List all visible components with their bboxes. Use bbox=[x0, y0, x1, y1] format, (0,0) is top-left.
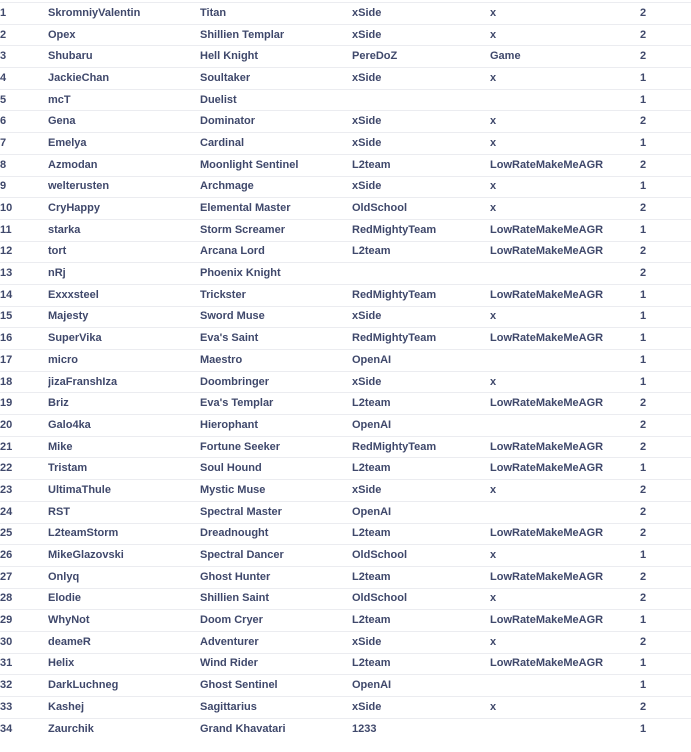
player-name-cell: SkromniyValentin bbox=[48, 3, 200, 25]
count-cell: 1 bbox=[640, 328, 691, 350]
alliance-cell: x bbox=[490, 24, 640, 46]
count-cell: 2 bbox=[640, 523, 691, 545]
table-row bbox=[0, 3, 691, 25]
rank-cell: 26 bbox=[0, 545, 48, 567]
alliance-cell: LowRateMakeMeAGR bbox=[490, 284, 640, 306]
rank-cell: 5 bbox=[0, 89, 48, 111]
rank-cell: 11 bbox=[0, 219, 48, 241]
class-cell: Phoenix Knight bbox=[200, 263, 352, 285]
count-cell: 2 bbox=[640, 697, 691, 719]
class-cell: Hierophant bbox=[200, 415, 352, 437]
table-row bbox=[0, 501, 691, 523]
player-name-cell: CryHappy bbox=[48, 198, 200, 220]
table-row bbox=[0, 133, 691, 155]
table-row bbox=[0, 350, 691, 372]
alliance-cell: x bbox=[490, 306, 640, 328]
rank-cell: 30 bbox=[0, 631, 48, 653]
player-name-cell: SuperVika bbox=[48, 328, 200, 350]
class-cell: Shillien Saint bbox=[200, 588, 352, 610]
alliance-cell: LowRateMakeMeAGR bbox=[490, 241, 640, 263]
table-row bbox=[0, 111, 691, 133]
alliance-cell: LowRateMakeMeAGR bbox=[490, 458, 640, 480]
rank-cell: 12 bbox=[0, 241, 48, 263]
alliance-cell: x bbox=[490, 68, 640, 90]
class-cell: Sword Muse bbox=[200, 306, 352, 328]
alliance-cell: LowRateMakeMeAGR bbox=[490, 610, 640, 632]
clan-cell: L2team bbox=[352, 154, 490, 176]
count-cell: 1 bbox=[640, 545, 691, 567]
class-cell: Arcana Lord bbox=[200, 241, 352, 263]
count-cell: 1 bbox=[640, 610, 691, 632]
count-cell: 1 bbox=[640, 306, 691, 328]
player-name-cell: Tristam bbox=[48, 458, 200, 480]
clan-cell: xSide bbox=[352, 111, 490, 133]
table-row bbox=[0, 436, 691, 458]
table-row bbox=[0, 631, 691, 653]
count-cell: 2 bbox=[640, 393, 691, 415]
player-ranking-panel bbox=[0, 2, 691, 739]
count-cell: 2 bbox=[640, 3, 691, 25]
player-name-cell: DarkLuchneg bbox=[48, 675, 200, 697]
player-name-cell: Azmodan bbox=[48, 154, 200, 176]
clan-cell: OldSchool bbox=[352, 198, 490, 220]
table-row bbox=[0, 415, 691, 437]
count-cell: 1 bbox=[640, 219, 691, 241]
rank-cell: 8 bbox=[0, 154, 48, 176]
table-row bbox=[0, 306, 691, 328]
class-cell: Elemental Master bbox=[200, 198, 352, 220]
count-cell: 2 bbox=[640, 241, 691, 263]
alliance-cell: x bbox=[490, 631, 640, 653]
clan-cell: OpenAI bbox=[352, 501, 490, 523]
player-name-cell: Kashej bbox=[48, 697, 200, 719]
player-name-cell: deameR bbox=[48, 631, 200, 653]
clan-cell: RedMightyTeam bbox=[352, 284, 490, 306]
clan-cell: OpenAI bbox=[352, 415, 490, 437]
rank-cell: 17 bbox=[0, 350, 48, 372]
table-row bbox=[0, 176, 691, 198]
class-cell: Spectral Master bbox=[200, 501, 352, 523]
player-name-cell: Galo4ka bbox=[48, 415, 200, 437]
class-cell: Titan bbox=[200, 3, 352, 25]
alliance-cell bbox=[490, 675, 640, 697]
table-row bbox=[0, 154, 691, 176]
rank-cell: 13 bbox=[0, 263, 48, 285]
player-name-cell: Majesty bbox=[48, 306, 200, 328]
table-row bbox=[0, 219, 691, 241]
player-name-cell: Helix bbox=[48, 653, 200, 675]
count-cell: 1 bbox=[640, 458, 691, 480]
clan-cell: RedMightyTeam bbox=[352, 328, 490, 350]
clan-cell: xSide bbox=[352, 24, 490, 46]
class-cell: Mystic Muse bbox=[200, 480, 352, 502]
class-cell: Duelist bbox=[200, 89, 352, 111]
alliance-cell: x bbox=[490, 371, 640, 393]
clan-cell: L2team bbox=[352, 241, 490, 263]
count-cell: 2 bbox=[640, 24, 691, 46]
table-row bbox=[0, 24, 691, 46]
rank-cell: 33 bbox=[0, 697, 48, 719]
player-name-cell: UltimaThule bbox=[48, 480, 200, 502]
rank-cell: 20 bbox=[0, 415, 48, 437]
table-row bbox=[0, 610, 691, 632]
class-cell: Fortune Seeker bbox=[200, 436, 352, 458]
count-cell: 1 bbox=[640, 133, 691, 155]
table-row bbox=[0, 523, 691, 545]
class-cell: Doom Cryer bbox=[200, 610, 352, 632]
count-cell: 2 bbox=[640, 198, 691, 220]
class-cell: Maestro bbox=[200, 350, 352, 372]
class-cell: Hell Knight bbox=[200, 46, 352, 68]
class-cell: Doombringer bbox=[200, 371, 352, 393]
count-cell: 2 bbox=[640, 46, 691, 68]
clan-cell: xSide bbox=[352, 3, 490, 25]
clan-cell: L2team bbox=[352, 610, 490, 632]
table-row bbox=[0, 697, 691, 719]
rank-cell: 23 bbox=[0, 480, 48, 502]
clan-cell: xSide bbox=[352, 306, 490, 328]
alliance-cell: x bbox=[490, 198, 640, 220]
clan-cell: L2team bbox=[352, 458, 490, 480]
alliance-cell: LowRateMakeMeAGR bbox=[490, 328, 640, 350]
rank-cell: 18 bbox=[0, 371, 48, 393]
count-cell: 1 bbox=[640, 675, 691, 697]
count-cell: 2 bbox=[640, 436, 691, 458]
clan-cell: OldSchool bbox=[352, 588, 490, 610]
rank-cell: 16 bbox=[0, 328, 48, 350]
class-cell: Grand Khavatari bbox=[200, 718, 352, 739]
player-name-cell: Onlyq bbox=[48, 566, 200, 588]
class-cell: Dreadnought bbox=[200, 523, 352, 545]
count-cell: 1 bbox=[640, 176, 691, 198]
clan-cell: 1233 bbox=[352, 718, 490, 739]
player-name-cell: Exxxsteel bbox=[48, 284, 200, 306]
rank-cell: 34 bbox=[0, 718, 48, 739]
rank-cell: 21 bbox=[0, 436, 48, 458]
rank-cell: 32 bbox=[0, 675, 48, 697]
clan-cell: L2team bbox=[352, 566, 490, 588]
alliance-cell bbox=[490, 501, 640, 523]
player-name-cell: Briz bbox=[48, 393, 200, 415]
player-name-cell: Emelya bbox=[48, 133, 200, 155]
rank-cell: 4 bbox=[0, 68, 48, 90]
clan-cell: RedMightyTeam bbox=[352, 436, 490, 458]
rank-cell: 7 bbox=[0, 133, 48, 155]
alliance-cell: x bbox=[490, 697, 640, 719]
class-cell: Ghost Hunter bbox=[200, 566, 352, 588]
rank-cell: 31 bbox=[0, 653, 48, 675]
count-cell: 1 bbox=[640, 68, 691, 90]
class-cell: Wind Rider bbox=[200, 653, 352, 675]
count-cell: 1 bbox=[640, 284, 691, 306]
count-cell: 1 bbox=[640, 371, 691, 393]
player-name-cell: nRj bbox=[48, 263, 200, 285]
table-row bbox=[0, 284, 691, 306]
clan-cell: OpenAI bbox=[352, 675, 490, 697]
rank-cell: 22 bbox=[0, 458, 48, 480]
ranking-table-body bbox=[0, 3, 691, 740]
class-cell: Moonlight Sentinel bbox=[200, 154, 352, 176]
table-row bbox=[0, 328, 691, 350]
clan-cell: PereDoZ bbox=[352, 46, 490, 68]
player-name-cell: tort bbox=[48, 241, 200, 263]
class-cell: Archmage bbox=[200, 176, 352, 198]
table-row bbox=[0, 545, 691, 567]
class-cell: Soul Hound bbox=[200, 458, 352, 480]
alliance-cell: LowRateMakeMeAGR bbox=[490, 436, 640, 458]
table-row bbox=[0, 68, 691, 90]
alliance-cell bbox=[490, 415, 640, 437]
clan-cell: L2team bbox=[352, 653, 490, 675]
rank-cell: 29 bbox=[0, 610, 48, 632]
player-name-cell: Shubaru bbox=[48, 46, 200, 68]
rank-cell: 6 bbox=[0, 111, 48, 133]
table-row bbox=[0, 241, 691, 263]
count-cell: 2 bbox=[640, 263, 691, 285]
clan-cell: RedMightyTeam bbox=[352, 219, 490, 241]
class-cell: Ghost Sentinel bbox=[200, 675, 352, 697]
rank-cell: 19 bbox=[0, 393, 48, 415]
count-cell: 1 bbox=[640, 350, 691, 372]
player-name-cell: Opex bbox=[48, 24, 200, 46]
table-row bbox=[0, 263, 691, 285]
alliance-cell: x bbox=[490, 480, 640, 502]
alliance-cell: LowRateMakeMeAGR bbox=[490, 523, 640, 545]
table-row bbox=[0, 458, 691, 480]
table-row bbox=[0, 675, 691, 697]
class-cell: Trickster bbox=[200, 284, 352, 306]
class-cell: Spectral Dancer bbox=[200, 545, 352, 567]
rank-cell: 10 bbox=[0, 198, 48, 220]
clan-cell: xSide bbox=[352, 371, 490, 393]
class-cell: Adventurer bbox=[200, 631, 352, 653]
count-cell: 2 bbox=[640, 631, 691, 653]
clan-cell bbox=[352, 263, 490, 285]
player-name-cell: L2teamStorm bbox=[48, 523, 200, 545]
table-row bbox=[0, 653, 691, 675]
table-row bbox=[0, 588, 691, 610]
alliance-cell bbox=[490, 263, 640, 285]
table-row bbox=[0, 718, 691, 739]
player-name-cell: Gena bbox=[48, 111, 200, 133]
table-row bbox=[0, 371, 691, 393]
clan-cell: xSide bbox=[352, 631, 490, 653]
rank-cell: 25 bbox=[0, 523, 48, 545]
alliance-cell: Game bbox=[490, 46, 640, 68]
class-cell: Eva's Saint bbox=[200, 328, 352, 350]
alliance-cell bbox=[490, 89, 640, 111]
clan-cell bbox=[352, 89, 490, 111]
rank-cell: 1 bbox=[0, 3, 48, 25]
alliance-cell: x bbox=[490, 133, 640, 155]
rank-cell: 3 bbox=[0, 46, 48, 68]
rank-cell: 2 bbox=[0, 24, 48, 46]
alliance-cell: LowRateMakeMeAGR bbox=[490, 393, 640, 415]
player-ranking-table bbox=[0, 2, 691, 739]
count-cell: 1 bbox=[640, 718, 691, 739]
clan-cell: L2team bbox=[352, 523, 490, 545]
count-cell: 2 bbox=[640, 588, 691, 610]
player-name-cell: MikeGlazovski bbox=[48, 545, 200, 567]
player-name-cell: Mike bbox=[48, 436, 200, 458]
alliance-cell bbox=[490, 350, 640, 372]
rank-cell: 9 bbox=[0, 176, 48, 198]
alliance-cell bbox=[490, 718, 640, 739]
alliance-cell: LowRateMakeMeAGR bbox=[490, 219, 640, 241]
clan-cell: OldSchool bbox=[352, 545, 490, 567]
rank-cell: 24 bbox=[0, 501, 48, 523]
class-cell: Shillien Templar bbox=[200, 24, 352, 46]
count-cell: 2 bbox=[640, 111, 691, 133]
player-name-cell: WhyNot bbox=[48, 610, 200, 632]
class-cell: Eva's Templar bbox=[200, 393, 352, 415]
alliance-cell: x bbox=[490, 3, 640, 25]
rank-cell: 14 bbox=[0, 284, 48, 306]
player-name-cell: JackieChan bbox=[48, 68, 200, 90]
count-cell: 2 bbox=[640, 566, 691, 588]
table-row bbox=[0, 198, 691, 220]
count-cell: 2 bbox=[640, 154, 691, 176]
count-cell: 2 bbox=[640, 501, 691, 523]
class-cell: Storm Screamer bbox=[200, 219, 352, 241]
table-row bbox=[0, 566, 691, 588]
alliance-cell: x bbox=[490, 111, 640, 133]
clan-cell: xSide bbox=[352, 176, 490, 198]
player-name-cell: Elodie bbox=[48, 588, 200, 610]
alliance-cell: x bbox=[490, 545, 640, 567]
clan-cell: xSide bbox=[352, 480, 490, 502]
count-cell: 1 bbox=[640, 89, 691, 111]
class-cell: Sagittarius bbox=[200, 697, 352, 719]
player-name-cell: Zaurchik bbox=[48, 718, 200, 739]
rank-cell: 15 bbox=[0, 306, 48, 328]
player-name-cell: jizaFranshIza bbox=[48, 371, 200, 393]
clan-cell: xSide bbox=[352, 68, 490, 90]
alliance-cell: LowRateMakeMeAGR bbox=[490, 566, 640, 588]
table-row bbox=[0, 46, 691, 68]
player-name-cell: micro bbox=[48, 350, 200, 372]
table-row bbox=[0, 89, 691, 111]
alliance-cell: LowRateMakeMeAGR bbox=[490, 653, 640, 675]
clan-cell: xSide bbox=[352, 133, 490, 155]
clan-cell: L2team bbox=[352, 393, 490, 415]
table-row bbox=[0, 480, 691, 502]
player-name-cell: welterusten bbox=[48, 176, 200, 198]
player-name-cell: RST bbox=[48, 501, 200, 523]
alliance-cell: LowRateMakeMeAGR bbox=[490, 154, 640, 176]
alliance-cell: x bbox=[490, 176, 640, 198]
table-row bbox=[0, 393, 691, 415]
rank-cell: 27 bbox=[0, 566, 48, 588]
player-name-cell: mcT bbox=[48, 89, 200, 111]
player-name-cell: starka bbox=[48, 219, 200, 241]
count-cell: 1 bbox=[640, 653, 691, 675]
class-cell: Dominator bbox=[200, 111, 352, 133]
count-cell: 2 bbox=[640, 480, 691, 502]
clan-cell: OpenAI bbox=[352, 350, 490, 372]
clan-cell: xSide bbox=[352, 697, 490, 719]
class-cell: Soultaker bbox=[200, 68, 352, 90]
class-cell: Cardinal bbox=[200, 133, 352, 155]
count-cell: 2 bbox=[640, 415, 691, 437]
rank-cell: 28 bbox=[0, 588, 48, 610]
alliance-cell: x bbox=[490, 588, 640, 610]
